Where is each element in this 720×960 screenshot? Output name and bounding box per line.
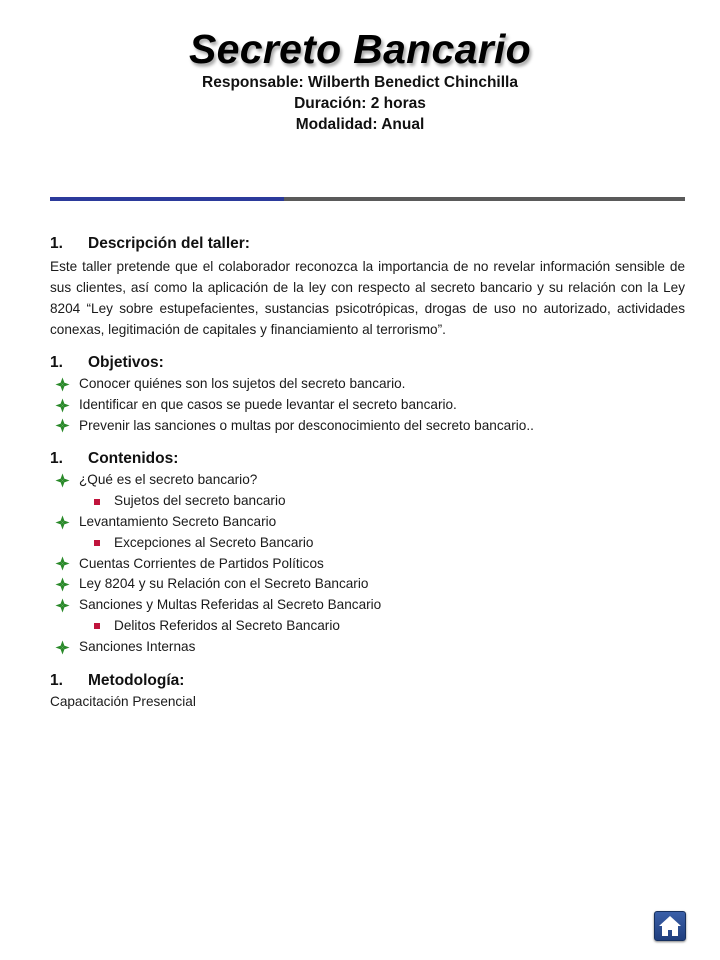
section-heading: [50, 233, 685, 255]
list-item: [50, 637, 685, 658]
list-item: [50, 595, 685, 616]
list-item: [50, 416, 685, 437]
section-number: 1.: [50, 450, 63, 468]
square-bullet-icon: [94, 623, 100, 629]
list-item-text: Ley 8204 y su Relación con el Secreto Bancario: [79, 576, 369, 592]
section-heading-text: Metodología:: [88, 671, 185, 689]
page-header: [0, 26, 720, 135]
list-item-text: Delitos Referidos al Secreto Bancario: [114, 617, 340, 633]
header-divider: [50, 197, 685, 201]
list-item-text: Conocer quiénes son los sujetos del secreto bancario.: [79, 376, 406, 391]
responsable-line: Responsable: Wilberth Benedict Chinchilla: [202, 74, 518, 91]
list-item: [50, 574, 685, 595]
duracion-line: Duración: 2 horas: [294, 95, 426, 112]
home-icon: [655, 912, 685, 940]
diamond-bullet-icon: [55, 515, 70, 530]
list-item: [50, 554, 685, 575]
diamond-bullet-icon: [55, 377, 70, 392]
square-bullet-icon: [94, 540, 100, 546]
diamond-bullet-icon: [55, 556, 70, 571]
section-heading-text: Contenidos:: [88, 450, 179, 468]
divider-blue-segment: [50, 197, 284, 201]
list-item-text: Identificar en que casos se puede levantar el secreto bancario.: [79, 396, 457, 412]
list-item: [50, 470, 685, 491]
list-item: [50, 533, 685, 554]
section-heading: [50, 670, 685, 692]
section-metodologia: [50, 670, 685, 712]
list-item: [50, 374, 685, 395]
list-item-text: Prevenir las sanciones o multas por desconocimiento del secreto bancario..: [79, 417, 534, 433]
list-item: [50, 512, 685, 533]
list-item-text: Sanciones y Multas Referidas al Secreto Bancario: [79, 597, 382, 613]
list-item-text: Sanciones Internas: [79, 638, 196, 654]
list-item-text: Excepciones al Secreto Bancario: [114, 534, 314, 550]
section-number: 1.: [50, 235, 63, 252]
content-area: [50, 233, 685, 712]
diamond-bullet-icon: [55, 640, 70, 655]
section-objetivos: [50, 352, 685, 436]
list-item: [50, 491, 685, 512]
square-bullet-icon: [94, 499, 100, 505]
section-heading-text: Objetivos:: [88, 354, 164, 371]
diamond-bullet-icon: [55, 418, 70, 433]
description-paragraph: Este taller pretende que el colaborador reconozca la importancia de no revelar información sensible de sus clientes, así como la aplicación de la ley con respecto al secreto bancario y su relación con la Ley 8204 “Ley sobre estupefacientes, sustancias psicotrópicas, drogas de uso no autorizado, actividades conexas, legitimación de capitales y financiamiento al terrorismo”.: [50, 259, 685, 337]
page-title: Secreto Bancario: [188, 26, 532, 72]
modalidad-line: Modalidad: Anual: [295, 116, 425, 133]
section-heading: [50, 352, 685, 374]
diamond-bullet-icon: [55, 398, 70, 413]
diamond-bullet-icon: [55, 577, 70, 592]
list-item-text: Sujetos del secreto bancario: [114, 493, 286, 509]
metodologia-text: Capacitación Presencial: [50, 693, 196, 709]
section-descripcion: [50, 233, 685, 340]
section-heading-text: Descripción del taller:: [88, 235, 250, 252]
objetivos-list: [50, 374, 685, 436]
list-item-text: Levantamiento Secreto Bancario: [79, 513, 277, 529]
list-item: [50, 616, 685, 637]
home-button[interactable]: [654, 911, 686, 941]
diamond-bullet-icon: [55, 598, 70, 613]
divider-gray-segment: [284, 197, 685, 201]
list-item-text: Cuentas Corrientes de Partidos Políticos: [79, 555, 324, 571]
section-contenidos: [50, 448, 685, 657]
section-number: 1.: [50, 354, 63, 371]
contenidos-list: [50, 470, 685, 657]
diamond-bullet-icon: [55, 473, 70, 488]
list-item: [50, 395, 685, 416]
section-heading: [50, 448, 685, 470]
list-item-text: ¿Qué es el secreto bancario?: [79, 472, 258, 488]
section-number: 1.: [50, 671, 63, 689]
